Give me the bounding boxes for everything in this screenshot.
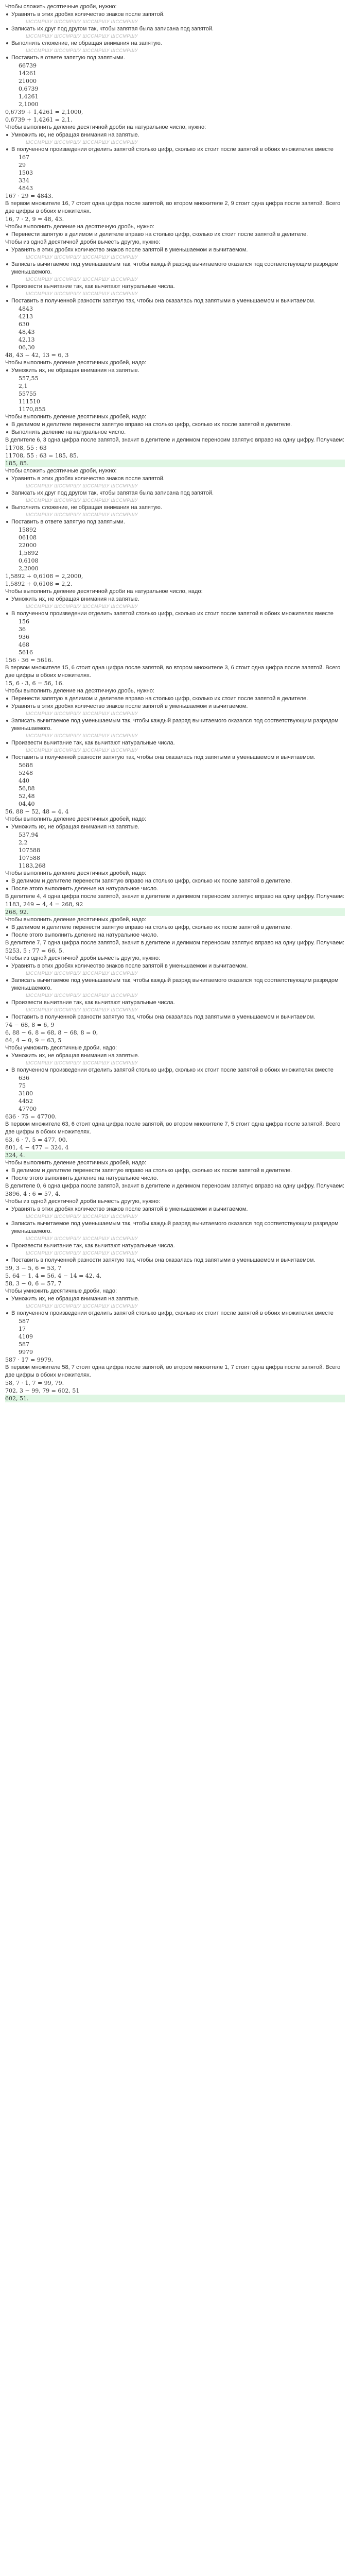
watermark: ШССМРШУ ШССМРШУ ШССМРШУ ШССМРШУ	[26, 1214, 138, 1219]
watermark: ШССМРШУ ШССМРШУ ШССМРШУ ШССМРШУ	[26, 1236, 138, 1241]
bullet-item: Записать вычитаемое под уменьшаемым так, чтобы каждый разряд вычитаемого оказался под соответствующим разрядом уменьшаемого.	[5, 261, 345, 276]
column-calc-line: 936	[19, 634, 29, 640]
column-calc-line: 4213	[19, 313, 33, 320]
math-line: 636 · 75 = 47700.	[5, 1113, 57, 1120]
answer-highlight: 324, 4.	[5, 1151, 345, 1159]
paragraph: Чтобы выполнить деление десятичных дробей, надо:	[5, 1160, 147, 1166]
watermark: ШССМРШУ ШССМРШУ ШССМРШУ ШССМРШУ	[26, 512, 138, 517]
column-calc-line: 630	[19, 321, 29, 328]
column-calc-line: 29	[19, 162, 26, 168]
paragraph: Чтобы сложить десятичные дроби, нужно:	[5, 4, 117, 10]
math-line: 0,6739 + 1,4261 = 2,1000,	[5, 109, 83, 115]
bullet-item: Умножить их, не обращая внимания на запятые.	[5, 1052, 345, 1060]
bullet-item: Умножить их, не обращая внимания на запятые.	[5, 367, 345, 375]
math-line: 1,5892 + 0,6108 = 2,2000,	[5, 573, 83, 580]
bullet-item: Произвести вычитание так, как вычитают натуральные числа.	[5, 739, 345, 747]
paragraph: Чтобы из одной десятичной дроби вычесть другую, нужно:	[5, 955, 161, 961]
column-calc-line: 5688	[19, 762, 33, 769]
paragraph: В первом множителе 58, 7 стоит одна цифра после запятой, во втором множителе 1, 7 стоит одна цифра после запятой. Всего две цифры в обоих множителях.	[5, 1364, 341, 1378]
bullet-item: Выполнить деление на натуральное число.	[5, 429, 345, 436]
bullet-item: Умножить их, не обращая внимания на запятые.	[5, 596, 345, 603]
bullet-item: В делимом и делителе перенести запятую вправо на столько цифр, сколько их после запятой в делителе.	[5, 1167, 345, 1175]
column-calc-line: 0,6739	[19, 86, 39, 92]
paragraph: Чтобы выполнить деление десятичной дроби на натуральное число, нужно:	[5, 124, 206, 130]
watermark: ШССМРШУ ШССМРШУ ШССМРШУ ШССМРШУ	[26, 291, 138, 296]
column-calc-line: 42,13	[19, 336, 35, 343]
paragraph: В делителе 6, 3 одна цифра после запятой, значит в делителе и делимом переносим запятую вправо на одну цифру. Получаем:	[5, 437, 344, 443]
watermark: ШССМРШУ ШССМРШУ ШССМРШУ ШССМРШУ	[26, 483, 138, 488]
column-calc-line: 3180	[19, 1090, 33, 1097]
paragraph: В первом множителе 63, 6 стоит одна цифра после запятой, во втором множителе 7, 5 стоит одна цифра после запятой. Всего две цифры в обоих множителях.	[5, 1121, 341, 1135]
math-line: 6, 88 − 6, 8 = 68, 8 − 68, 8 = 0,	[5, 1029, 98, 1036]
column-calc-line: 5616	[19, 649, 33, 656]
column-calc-line: 06108	[19, 534, 37, 541]
paragraph: Чтобы выполнить деление на десятичную дробь, нужно:	[5, 688, 154, 694]
math-line: 63, 6 · 7, 5 = 477, 00.	[5, 1137, 68, 1143]
paragraph: В делителе 4, 4 одна цифра после запятой, значит в делителе и делимом переносим запятую вправо на одну цифру. Получаем:	[5, 893, 344, 900]
bullet-item: В делимом и делителе перенести запятую вправо на столько цифр, сколько их после запятой в делителе.	[5, 877, 345, 885]
column-calc-line: 55755	[19, 391, 37, 397]
bullet-item: После этого выполнить деление на натуральное число.	[5, 1175, 345, 1182]
watermark: ШССМРШУ ШССМРШУ ШССМРШУ ШССМРШУ	[26, 498, 138, 503]
math-line: 156 · 36 = 5616.	[5, 657, 54, 664]
bullet-item: Умножить их, не обращая внимания на запятые.	[5, 1295, 345, 1303]
math-line: 59, 3 − 5, 6 = 53, 7	[5, 1265, 62, 1272]
column-calc-line: 75	[19, 1082, 26, 1089]
column-calc-line: 06,30	[19, 344, 35, 351]
bullet-item: В полученном произведении отделить запятой столько цифр, сколько их стоит после запятой в обоих множителях вместе	[5, 146, 345, 154]
paragraph: Чтобы выполнить деление десятичных дробей, надо:	[5, 917, 147, 923]
bullet-item: Записать вычитаемое под уменьшаемым так, чтобы каждый разряд вычитаемого оказался под соответствующим разрядом уменьшаемого.	[5, 977, 345, 992]
watermark: ШССМРШУ ШССМРШУ ШССМРШУ ШССМРШУ	[26, 711, 138, 716]
paragraph: В первом множителе 15, 6 стоит одна цифра после запятой, во втором множителе 3, 6 стоит одна цифра после запятой. Всего две цифры в обоих множителях.	[5, 665, 341, 679]
watermark: ШССМРШУ ШССМРШУ ШССМРШУ ШССМРШУ	[26, 255, 138, 260]
column-calc-line: 0,6108	[19, 557, 39, 564]
math-line: 1,5892 + 0,6108 = 2,2.	[5, 581, 73, 587]
bullet-item: Поставить в полученной разности запятую так, чтобы она оказалась под запятыми в уменьшаемом и вычитаемом.	[5, 1257, 345, 1264]
column-calc-line: 2,1	[19, 383, 28, 389]
column-calc-line: 47700	[19, 1106, 37, 1112]
bullet-item: В полученном произведении отделить запятой столько цифр, сколько их стоит после запятой в обоих множителях вместе	[5, 1066, 345, 1074]
column-calc-line: 167	[19, 154, 29, 161]
math-line: 167 · 29 = 4843.	[5, 193, 54, 199]
bullet-item: Поставить в ответе запятую под запятыми.	[5, 54, 345, 62]
answer-highlight: 602, 51.	[5, 1395, 345, 1402]
column-calc-line: 5248	[19, 770, 33, 776]
column-calc-line: 52,48	[19, 793, 35, 800]
paragraph: Чтобы из одной десятичной дроби вычесть другую, нужно:	[5, 1198, 161, 1205]
watermark: ШССМРШУ ШССМРШУ ШССМРШУ ШССМРШУ	[26, 604, 138, 609]
column-calc-line: 1,5892	[19, 550, 39, 556]
bullet-item: Поставить в полученной разности запятую так, чтобы она оказалась под запятыми в уменьшаемом и вычитаемом.	[5, 297, 345, 305]
math-line: 702, 3 − 99, 79 = 602, 51	[5, 1387, 80, 1394]
math-line: 56, 88 − 52, 48 = 4, 4	[5, 808, 69, 815]
bullet-item: Уравнять в этих дробях количество знаков после запятой.	[5, 475, 345, 483]
column-calc-line: 1,4261	[19, 93, 39, 100]
bullet-item: После этого выполнить деление на натуральное число.	[5, 931, 345, 939]
column-calc-line: 2,2	[19, 839, 28, 846]
column-calc-line: 334	[19, 177, 29, 184]
watermark: ШССМРШУ ШССМРШУ ШССМРШУ ШССМРШУ	[26, 33, 138, 39]
bullet-item: Уравнять в этих дробях количество знаков после запятой в уменьшаемом и вычитаемом.	[5, 703, 345, 710]
math-line: 3896, 4 : 6 = 57, 4.	[5, 1191, 61, 1197]
math-line: 5, 64 − 1, 4 = 56, 4 − 14 = 42, 4,	[5, 1273, 102, 1279]
column-calc-line: 21000	[19, 78, 37, 84]
paragraph: Чтобы из одной десятичной дроби вычесть другую, нужно:	[5, 239, 161, 245]
column-calc-line: 2,1000	[19, 101, 39, 108]
column-calc-line: 107588	[19, 855, 40, 861]
watermark: ШССМРШУ ШССМРШУ ШССМРШУ ШССМРШУ	[26, 1303, 138, 1309]
bullet-item: Уравнять в этих дробях количество знаков после запятой в уменьшаемом и вычитаемом.	[5, 962, 345, 970]
paragraph: Чтобы сложить десятичные дроби, нужно:	[5, 468, 117, 474]
math-line: 11708, 55 : 63	[5, 445, 47, 451]
column-calc-line: 111510	[19, 398, 40, 405]
math-line: 5253, 5 : 77 = 66, 5.	[5, 947, 64, 954]
bullet-item: Записать их друг под другом так, чтобы запятая была записана под запятой.	[5, 489, 345, 497]
bullet-item: В полученном произведении отделить запятой столько цифр, сколько их стоит после запятой в обоих множителях вместе	[5, 610, 345, 618]
column-calc-line: 14261	[19, 70, 37, 77]
column-calc-line: 15892	[19, 527, 37, 533]
column-calc-line: 4452	[19, 1098, 33, 1105]
column-calc-line: 440	[19, 777, 29, 784]
column-calc-line: 557,55	[19, 375, 39, 382]
watermark: ШССМРШУ ШССМРШУ ШССМРШУ ШССМРШУ	[26, 19, 138, 24]
paragraph: В делителе 7, 7 одна цифра после запятой, значит в делителе и делимом переносим запятую вправо на одну цифру. Получаем:	[5, 940, 344, 946]
watermark: ШССМРШУ ШССМРШУ ШССМРШУ ШССМРШУ	[26, 277, 138, 282]
math-line: 801, 4 − 477 = 324, 4	[5, 1144, 69, 1151]
math-line: 58, 3 − 0, 6 = 57, 7	[5, 1280, 62, 1287]
column-calc-line: 2,2000	[19, 565, 39, 572]
column-calc-line: 22000	[19, 542, 37, 549]
column-calc-line: 468	[19, 641, 29, 648]
math-line: 0,6739 + 1,4261 = 2,1.	[5, 116, 73, 123]
column-calc-line: 66739	[19, 62, 37, 69]
bullet-item: Перенести запятую в делимом и делителе вправо на столько цифр, сколько их стоит после запятой в делителе.	[5, 695, 345, 703]
paragraph: В делителе 0, 6 одна цифра после запятой, значит в делителе и делимом переносим запятую вправо на одну цифру. Получаем:	[5, 1183, 344, 1189]
answer-highlight: 185, 85.	[5, 460, 345, 467]
watermark: ШССМРШУ ШССМРШУ ШССМРШУ ШССМРШУ	[26, 1250, 138, 1256]
bullet-item: Поставить в ответе запятую под запятыми.	[5, 518, 345, 526]
bullet-item: Умножить их, не обращая внимания на запятые.	[5, 823, 345, 831]
watermark: ШССМРШУ ШССМРШУ ШССМРШУ ШССМРШУ	[26, 971, 138, 976]
paragraph: Чтобы умножить десятичные дроби, надо:	[5, 1045, 117, 1051]
paragraph: Чтобы выполнить деление десятичных дробей, надо:	[5, 414, 147, 420]
bullet-item: Перенести запятую в делимом и делителе вправо на столько цифр, сколько их стоит после запятой в делителе.	[5, 231, 345, 239]
bullet-item: Поставить в полученной разности запятую так, чтобы она оказалась под запятыми в уменьшаемом и вычитаемом.	[5, 1013, 345, 1021]
watermark: ШССМРШУ ШССМРШУ ШССМРШУ ШССМРШУ	[26, 748, 138, 753]
math-line: 16, 7 · 2, 9 = 48, 43.	[5, 216, 64, 223]
column-calc-line: 17	[19, 1326, 26, 1332]
watermark: ШССМРШУ ШССМРШУ ШССМРШУ ШССМРШУ	[26, 1007, 138, 1012]
column-calc-line: 04,40	[19, 801, 35, 807]
column-calc-line: 4843	[19, 306, 33, 312]
column-calc-line: 56,88	[19, 785, 35, 792]
math-line: 74 − 68, 8 = 6, 9	[5, 1022, 55, 1028]
math-line: 15, 6 · 3, 6 = 56, 16.	[5, 680, 64, 687]
bullet-item: Умножить их, не обращая внимания на запятые.	[5, 131, 345, 139]
bullet-item: В делимом и делителе перенести запятую вправо на столько цифр, сколько их после запятой в делителе.	[5, 421, 345, 429]
math-line: 48, 43 − 42, 13 = 6, 3	[5, 352, 69, 359]
paragraph: Чтобы выполнить деление десятичных дробей, надо:	[5, 870, 147, 876]
column-calc-line: 48,43	[19, 329, 35, 335]
paragraph: Чтобы выполнить деление десятичных дробей, надо:	[5, 816, 147, 822]
paragraph: Чтобы выполнить деление десятичных дробей, надо:	[5, 360, 147, 366]
bullet-item: Произвести вычитание так, как вычитают натуральные числа.	[5, 999, 345, 1007]
column-calc-line: 9979	[19, 1349, 33, 1355]
bullet-item: Записать вычитаемое под уменьшаемым так, чтобы каждый разряд вычитаемого оказался под соответствующим разрядом уменьшаемого.	[5, 1220, 345, 1235]
column-calc-line: 36	[19, 626, 26, 633]
watermark: ШССМРШУ ШССМРШУ ШССМРШУ ШССМРШУ	[26, 1060, 138, 1065]
bullet-item: Произвести вычитание так, как вычитают натуральные числа.	[5, 1242, 345, 1250]
watermark: ШССМРШУ ШССМРШУ ШССМРШУ ШССМРШУ	[26, 993, 138, 998]
math-line: 1183, 249 − 4, 4 = 268, 92	[5, 901, 83, 908]
watermark: ШССМРШУ ШССМРШУ ШССМРШУ ШССМРШУ	[26, 48, 138, 53]
math-line: 587 · 17 = 9979.	[5, 1357, 54, 1363]
column-calc-line: 587	[19, 1318, 29, 1325]
answer-highlight: 268, 92.	[5, 908, 345, 916]
math-line: 11708, 55 : 63 = 185, 85.	[5, 452, 79, 459]
column-calc-line: 1170,855	[19, 406, 46, 413]
paragraph: Чтобы выполнить деление десятичной дроби на натуральное число, надо:	[5, 588, 203, 595]
bullet-item: Поставить в полученной разности запятую так, чтобы она оказалась под запятыми в уменьшаемом и вычитаемом.	[5, 754, 345, 761]
watermark: ШССМРШУ ШССМРШУ ШССМРШУ ШССМРШУ	[26, 733, 138, 738]
column-calc-line: 587	[19, 1341, 29, 1348]
bullet-item: Записать вычитаемое под уменьшаемым так, чтобы каждый разряд вычитаемого оказался под соответствующим разрядом уменьшаемого.	[5, 717, 345, 733]
math-line: 58, 7 · 1, 7 = 99, 79.	[5, 1380, 64, 1386]
bullet-item: Выполнить сложение, не обращая внимания на запятую.	[5, 40, 345, 47]
bullet-item: Произвести вычитание так, как вычитают натуральные числа.	[5, 283, 345, 291]
paragraph: Чтобы умножить десятичные дроби, надо:	[5, 1288, 117, 1294]
bullet-item: В делимом и делителе перенести запятую вправо на столько цифр, сколько их после запятой в делителе.	[5, 924, 345, 931]
watermark: ШССМРШУ ШССМРШУ ШССМРШУ ШССМРШУ	[26, 140, 138, 145]
bullet-item: Уравнять в этих дробях количество знаков после запятой.	[5, 11, 345, 19]
column-calc-line: 107588	[19, 847, 40, 854]
column-calc-line: 537,94	[19, 832, 39, 838]
math-line: 64, 4 − 0, 9 = 63, 5	[5, 1037, 62, 1044]
column-calc-line: 4843	[19, 185, 33, 192]
paragraph: Чтобы выполнить деление на десятичную дробь, нужно:	[5, 224, 154, 230]
column-calc-line: 1503	[19, 170, 33, 176]
bullet-item: Уравнять в этих дробях количество знаков после запятой в уменьшаемом и вычитаемом.	[5, 1206, 345, 1213]
bullet-item: Записать их друг под другом так, чтобы запятая была записана под запятой.	[5, 25, 345, 33]
paragraph: В первом множителе 16, 7 стоит одна цифра после запятой, во втором множителе 2, 9 стоит одна цифра после запятой. Всего две цифры в обоих множителях.	[5, 200, 341, 214]
column-calc-line: 1183,268	[19, 862, 46, 869]
column-calc-line: 156	[19, 618, 29, 625]
bullet-item: В полученном произведении отделить запятой столько цифр, сколько их стоит после запятой в обоих множителях вместе	[5, 1310, 345, 1317]
column-calc-line: 4109	[19, 1333, 33, 1340]
bullet-item: Выполнить сложение, не обращая внимания на запятую.	[5, 504, 345, 512]
bullet-item: Уравнять в этих дробях количество знаков после запятой в уменьшаемом и вычитаемом.	[5, 246, 345, 254]
column-calc-line: 636	[19, 1075, 29, 1081]
bullet-item: После этого выполнить деление на натуральное число.	[5, 885, 345, 893]
